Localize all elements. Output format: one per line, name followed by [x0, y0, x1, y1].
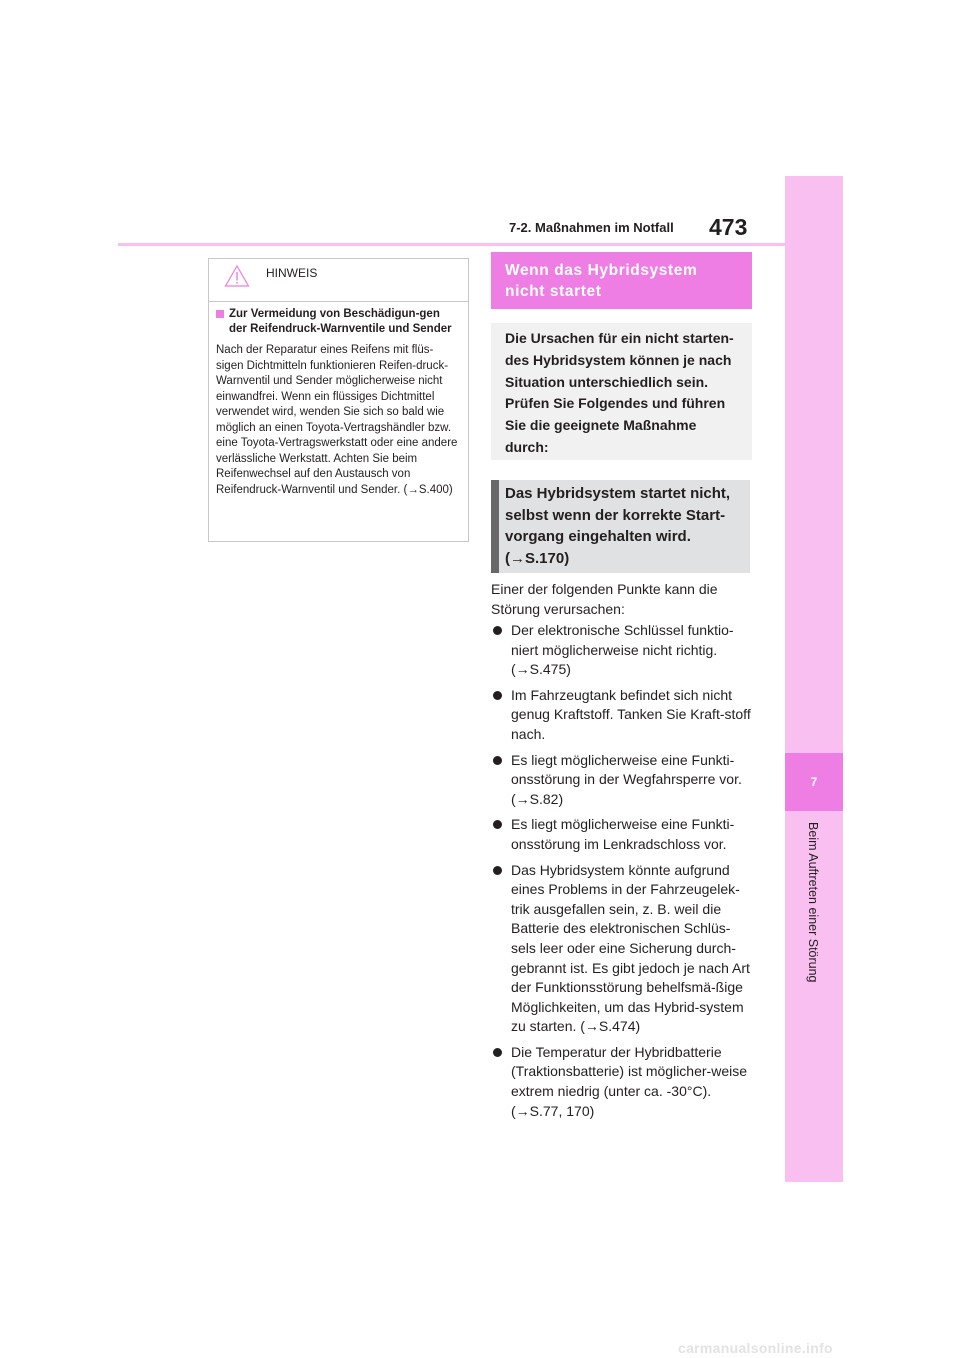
list-item: Der elektronische Schlüssel funktio-niert möglicherweise nicht richtig. (→S.475) — [491, 621, 753, 680]
subsection-heading: Das Hybridsystem startet nicht, selbst wenn der korrekte Start-vorgang eingehalten wird. (→S.170) — [491, 480, 750, 573]
bullet-icon — [493, 820, 502, 829]
warning-triangle-icon — [224, 264, 250, 288]
list-item: Es liegt möglicherweise eine Funkti-onsstörung in der Wegfahrsperre vor. (→S.82) — [491, 751, 753, 810]
notice-subheading: Zur Vermeidung von Beschädigun-gen der Reifendruck-Warnventile und Sender — [216, 307, 460, 337]
notice-header — [209, 259, 468, 302]
bullet-icon — [493, 626, 502, 635]
watermark: carmanualsonline.info — [678, 1340, 833, 1356]
intro-text: Einer der folgenden Punkte kann die Störung verursachen: — [491, 581, 718, 617]
page-number: 473 — [709, 214, 748, 240]
notice-label: HINWEIS — [266, 266, 318, 280]
chapter-number: 7 — [785, 753, 843, 811]
header-rule — [118, 243, 785, 246]
chapter-title: Beim Auftreten einer Störung — [806, 822, 820, 983]
bullet-icon — [493, 756, 502, 765]
section-heading: 7-2. Maßnahmen im Notfall — [509, 220, 674, 235]
bullet-icon — [493, 1048, 502, 1057]
chapter-side-tab — [785, 176, 843, 1182]
bullet-icon — [493, 691, 502, 700]
list-item: Es liegt möglicherweise eine Funkti-onsstörung im Lenkradschloss vor. — [491, 815, 753, 854]
summary-box: Die Ursachen für ein nicht starten-des Hybridsystem können je nach Situation unterschiedlich sein. Prüfen Sie Folgendes und führen Sie die geeignete Maßnahme durch: — [491, 323, 752, 460]
list-item: Das Hybridsystem könnte aufgrund eines Problems in der Fahrzeugelek-trik ausgefallen sein, z. B. weil die Batterie des elektronischen Schlüs-sels leer oder eine Sicherung durch-gebrannt ist. Es gibt jedoch je nach Art der Funktionsstörung behelfsmä-ßige Möglichkeiten, um das Hybrid-system zu starten. (→S.474) — [491, 861, 753, 1037]
bullet-icon — [493, 866, 502, 875]
notice-text: Nach der Reparatur eines Reifens mit flüs-sigen Dichtmitteln funktionieren Reifen-druck-Warnventil und Sender möglicherweise nicht einwandfrei. Wenn ein flüssiges Dichtmittel verwendet wird, wenden Sie sich so bald wie möglich an einen Toyota-Vertragshändler bzw. eine Toyota-Vertragswerkstatt oder eine andere verlässliche Werkstatt. Achten Sie beim Reifenwechsel auf den Austausch von Reifendruck-Warnventil und Sender. (→S.400) — [216, 344, 458, 496]
list-item: Im Fahrzeugtank befindet sich nicht genug Kraftstoff. Tanken Sie Kraft-stoff nach. — [491, 686, 753, 745]
list-item: Die Temperatur der Hybridbatterie (Traktionsbatterie) ist möglicher-weise extrem niedrig (unter ca. -30°C). (→S.77, 170) — [491, 1043, 753, 1121]
notice-box — [208, 258, 469, 542]
cause-list — [491, 621, 753, 1127]
square-bullet-icon — [216, 310, 224, 318]
page-title: Wenn das Hybridsystem nicht startet — [491, 252, 752, 309]
